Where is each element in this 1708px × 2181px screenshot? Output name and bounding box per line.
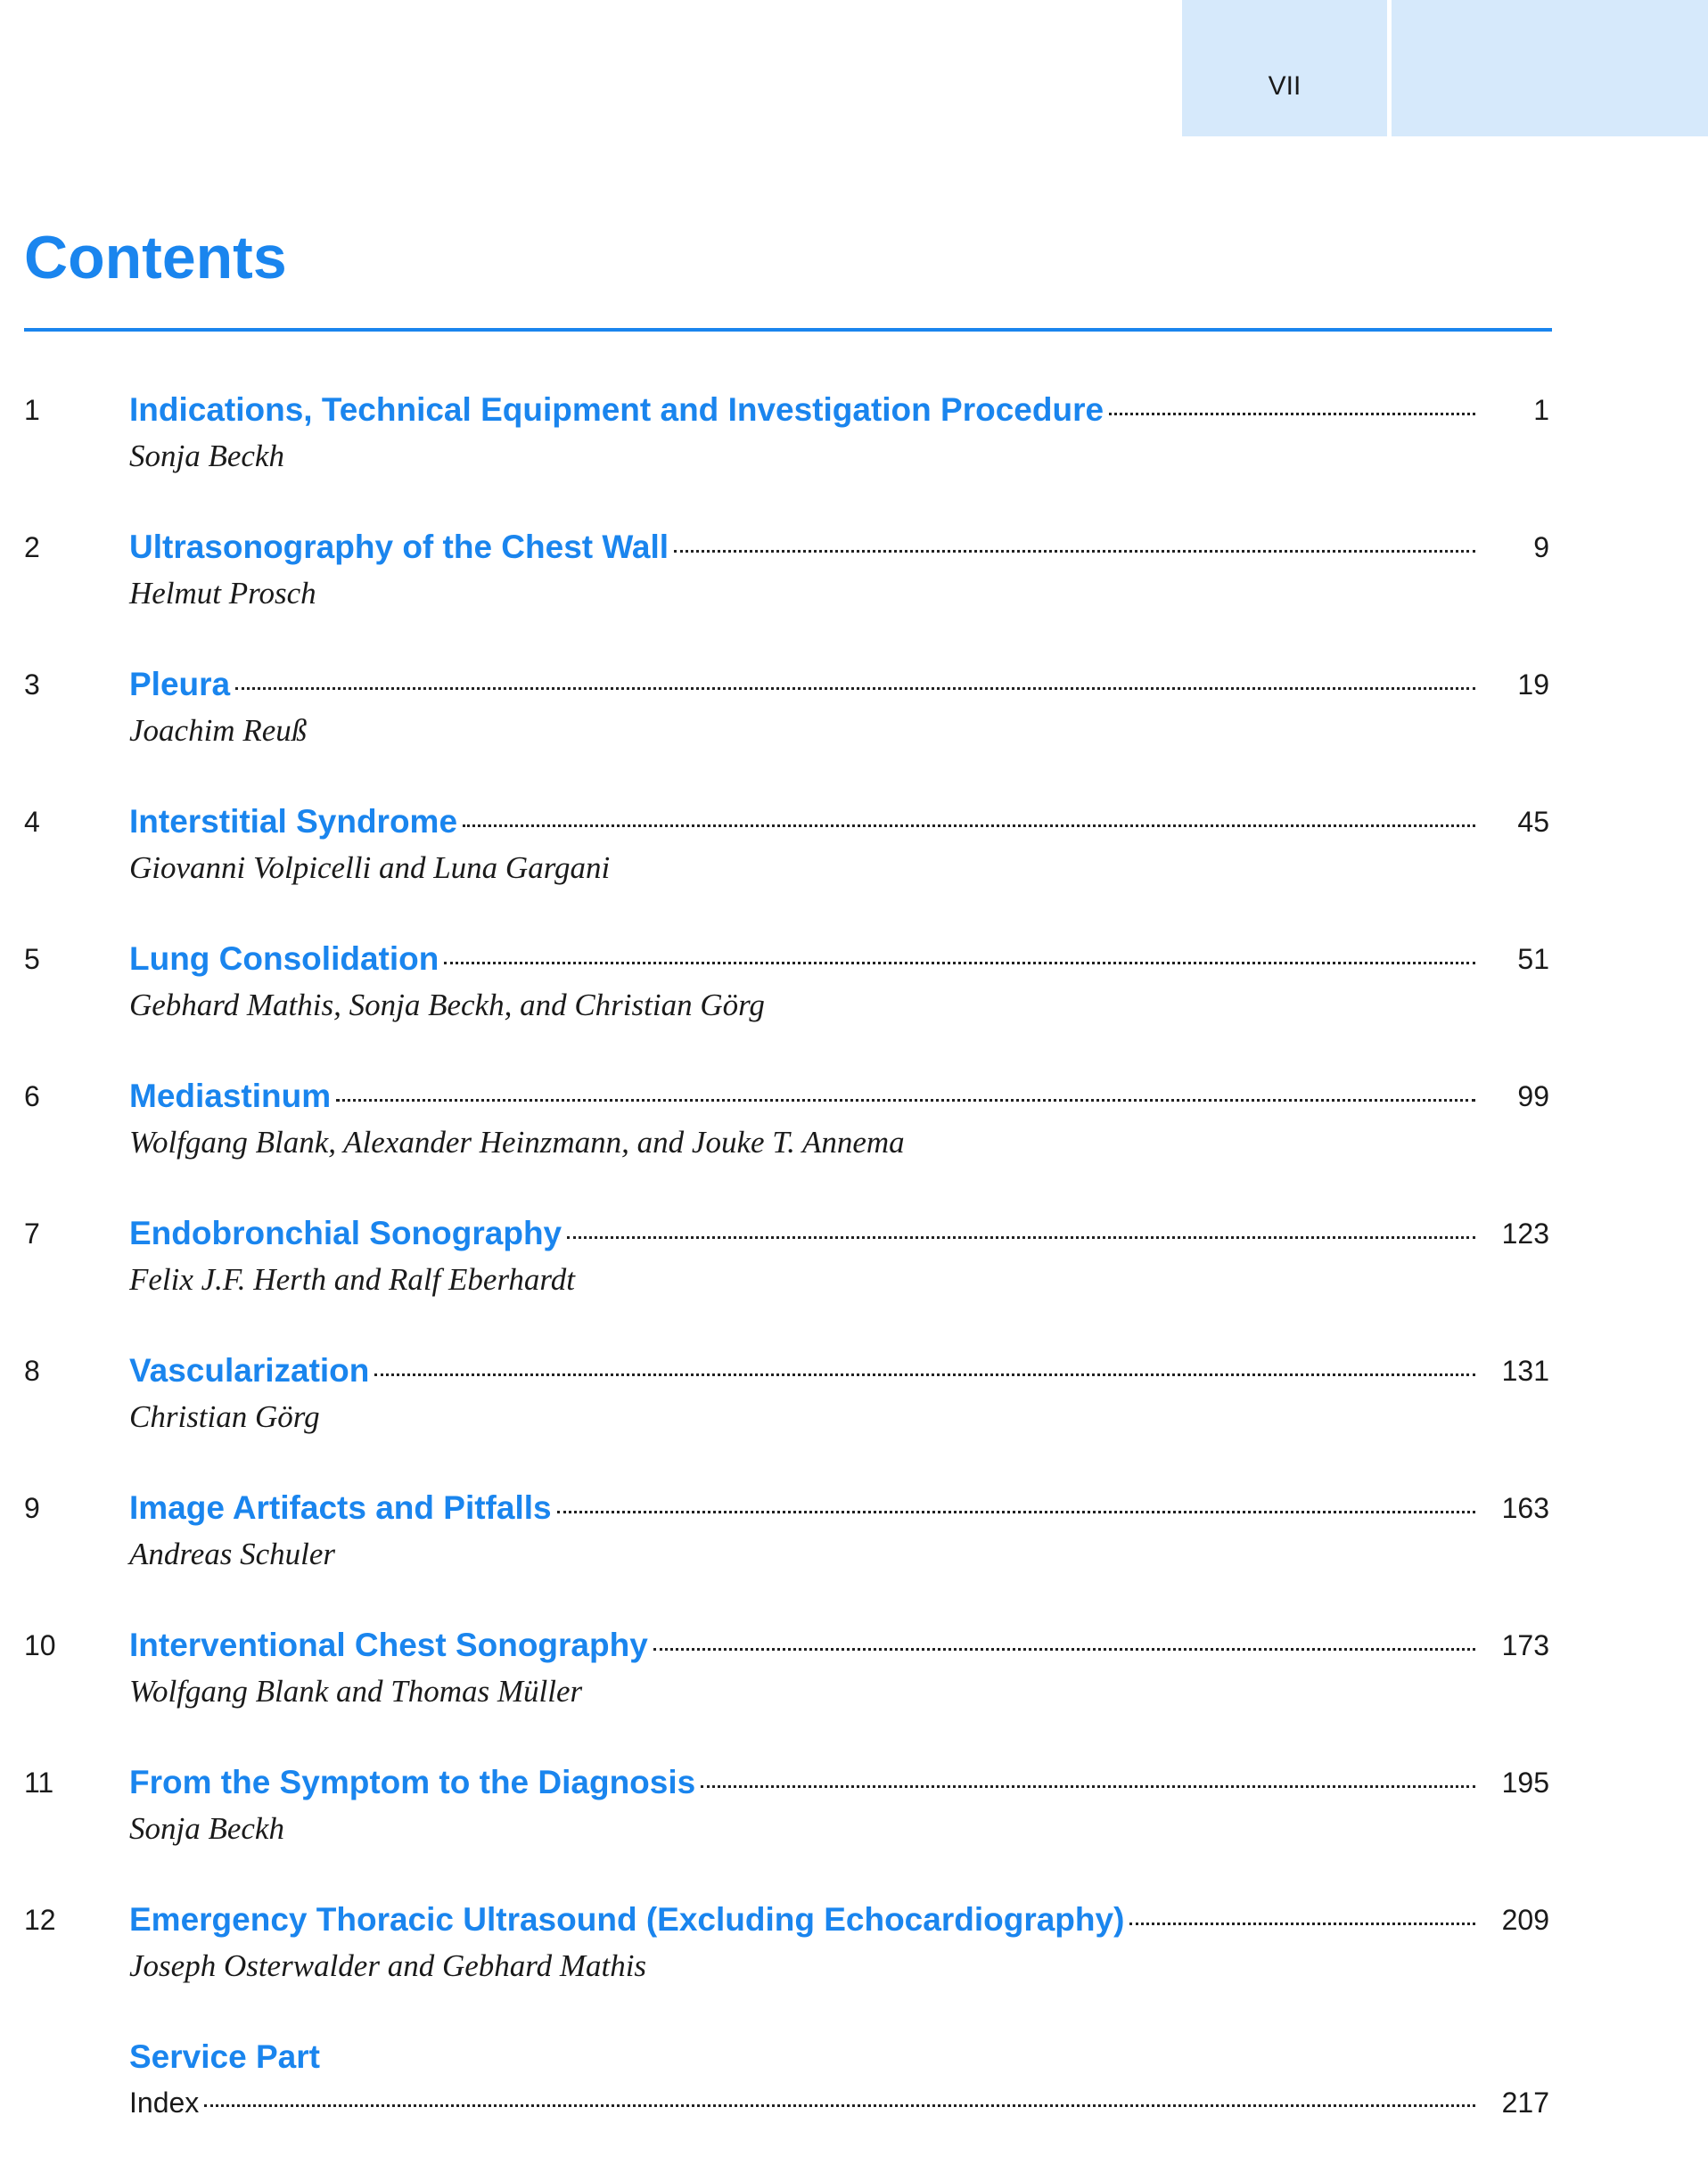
chapter-page: 195 [1501, 1767, 1549, 1799]
index-link[interactable]: Index [129, 2087, 200, 2119]
chapter-page: 209 [1501, 1904, 1549, 1936]
header-tab-right [1392, 0, 1708, 136]
dot-leader [557, 1511, 1475, 1513]
toc-entry-9 [0, 1488, 1708, 1613]
dot-leader [235, 687, 1475, 690]
chapter-page: 173 [1501, 1629, 1549, 1661]
chapter-title-link[interactable]: Mediastinum [129, 1078, 332, 1114]
chapter-page: 51 [1517, 943, 1549, 975]
chapter-authors: Helmut Prosch [129, 576, 316, 611]
index-page: 217 [1501, 2087, 1549, 2119]
chapter-page: 99 [1517, 1080, 1549, 1112]
toc-entry-10 [0, 1626, 1708, 1751]
toc-entry-4 [0, 802, 1708, 927]
chapter-authors: Sonja Beckh [129, 439, 284, 473]
chapter-title-link[interactable]: Emergency Thoracic Ultrasound (Excluding Echocardiography) [129, 1901, 1125, 1938]
dot-leader [204, 2104, 1475, 2107]
chapter-page: 1 [1533, 394, 1549, 426]
chapter-number: 12 [24, 1904, 56, 1936]
toc-entry-2 [0, 528, 1708, 652]
chapter-number: 2 [24, 531, 40, 563]
toc-entry-1 [0, 390, 1708, 515]
page-title: Contents [24, 224, 287, 291]
page-number: VII [1268, 71, 1302, 101]
dot-leader [1129, 1923, 1475, 1925]
toc-entry-5 [0, 939, 1708, 1064]
chapter-title-link[interactable]: Endobronchial Sonography [129, 1215, 562, 1251]
chapter-authors: Christian Görg [129, 1399, 320, 1434]
chapter-authors: Giovanni Volpicelli and Luna Gargani [129, 850, 611, 885]
chapter-title-link[interactable]: Vascularization [129, 1352, 370, 1389]
chapter-number: 10 [24, 1629, 56, 1661]
chapter-authors: Sonja Beckh [129, 1811, 284, 1846]
index-entry [129, 2083, 1475, 2122]
chapter-authors: Gebhard Mathis, Sonja Beckh, and Christian Görg [129, 988, 765, 1022]
chapter-title-link[interactable]: Ultrasonography of the Chest Wall [129, 529, 669, 565]
chapter-number: 4 [24, 806, 40, 838]
chapter-title-link[interactable]: Interstitial Syndrome [129, 803, 458, 840]
chapter-number: 9 [24, 1492, 40, 1524]
chapter-authors: Wolfgang Blank and Thomas Müller [129, 1674, 583, 1709]
chapter-title-link[interactable]: Image Artifacts and Pitfalls [129, 1489, 552, 1526]
chapter-authors: Joseph Osterwalder and Gebhard Mathis [129, 1948, 647, 1983]
chapter-number: 7 [24, 1218, 40, 1250]
chapter-page: 131 [1501, 1355, 1549, 1387]
dot-leader [653, 1648, 1475, 1651]
chapter-number: 6 [24, 1080, 40, 1112]
chapter-authors: Joachim Reuß [129, 713, 308, 748]
dot-leader [1109, 413, 1475, 415]
chapter-number: 8 [24, 1355, 40, 1387]
chapter-title-link[interactable]: Indications, Technical Equipment and Investigation Procedure [129, 391, 1104, 428]
chapter-number: 5 [24, 943, 40, 975]
title-divider [24, 328, 1552, 332]
chapter-page: 123 [1501, 1218, 1549, 1250]
dot-leader [463, 824, 1475, 827]
chapter-number: 11 [24, 1767, 54, 1799]
dot-leader [701, 1785, 1475, 1788]
toc-entry-6 [0, 1077, 1708, 1201]
chapter-authors: Wolfgang Blank, Alexander Heinzmann, and Jouke T. Annema [129, 1125, 905, 1160]
toc-entry-11 [0, 1763, 1708, 1888]
chapter-title-link[interactable]: Interventional Chest Sonography [129, 1627, 648, 1663]
dot-leader [674, 550, 1475, 553]
toc-entry-12 [0, 1900, 1708, 2025]
header-tab-left [1182, 0, 1387, 136]
chapter-page: 45 [1517, 806, 1549, 838]
dot-leader [336, 1099, 1475, 1102]
chapter-title-link[interactable]: Pleura [129, 666, 231, 702]
chapter-page: 163 [1501, 1492, 1549, 1524]
chapter-page: 9 [1533, 531, 1549, 563]
dot-leader [374, 1373, 1475, 1376]
chapter-authors: Andreas Schuler [129, 1537, 336, 1571]
chapter-number: 1 [24, 394, 40, 426]
chapter-authors: Felix J.F. Herth and Ralf Eberhardt [129, 1262, 575, 1297]
dot-leader [567, 1236, 1475, 1239]
dot-leader [444, 962, 1475, 964]
service-part-heading[interactable]: Service Part [129, 2038, 320, 2075]
chapter-title-link[interactable]: From the Symptom to the Diagnosis [129, 1764, 696, 1800]
toc-entry-3 [0, 665, 1708, 790]
chapter-page: 19 [1517, 668, 1549, 701]
chapter-title-link[interactable]: Lung Consolidation [129, 940, 439, 977]
toc-entry-8 [0, 1351, 1708, 1476]
chapter-number: 3 [24, 668, 40, 701]
toc-entry-7 [0, 1214, 1708, 1339]
